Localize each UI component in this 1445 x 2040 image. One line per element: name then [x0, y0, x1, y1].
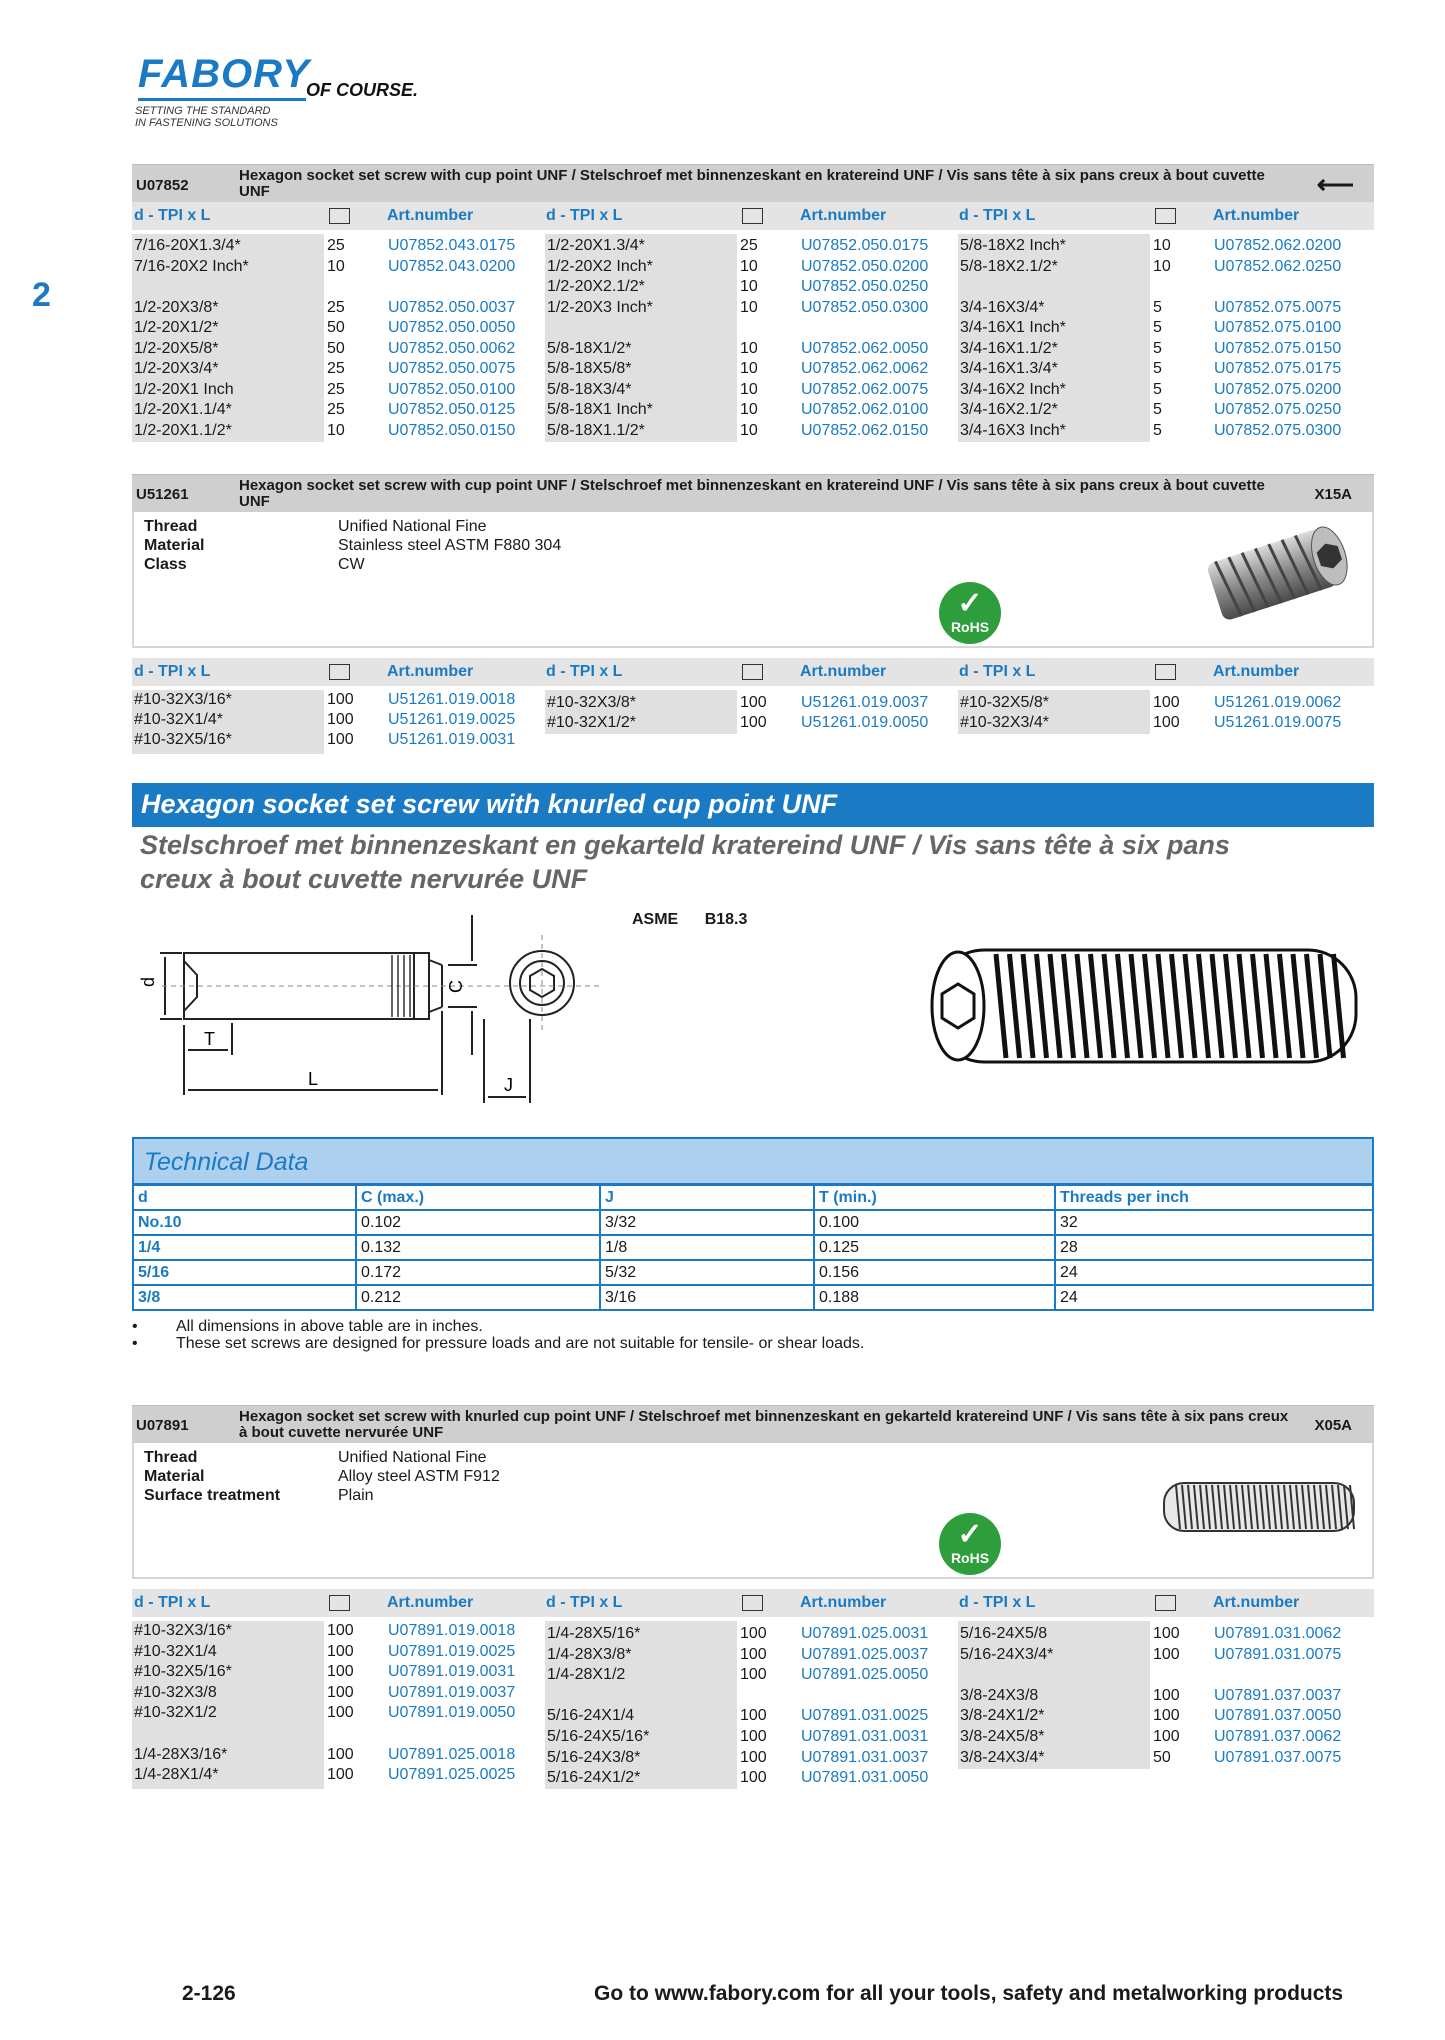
- size-cell: 3/4-16X3 Inch*: [960, 421, 1066, 439]
- product-header-u07852: [132, 164, 1374, 202]
- quantity-cell: 100: [327, 1642, 354, 1660]
- article-number-link[interactable]: U07891.037.0075: [1214, 1748, 1342, 1766]
- quantity-cell: 5: [1153, 360, 1162, 377]
- quantity-cell: 100: [740, 714, 767, 731]
- header-cell: d: [133, 1185, 356, 1210]
- size-cell: 1/4-28X3/8*: [547, 1645, 632, 1663]
- col-art-label: Art.number: [1213, 1594, 1300, 1611]
- article-number-link[interactable]: U07891.037.0050: [1214, 1707, 1342, 1725]
- size-cell: 3/8-24X1/2*: [960, 1707, 1045, 1725]
- set-screw-photo: [1156, 1473, 1361, 1543]
- quantity-cell: 100: [327, 1704, 354, 1722]
- standard-number: B18.3: [704, 911, 748, 928]
- quantity-cell: 100: [740, 1748, 767, 1766]
- size-cell: 3/4-16X1.1/2*: [960, 339, 1058, 357]
- package-quantity-icon: [742, 1595, 763, 1611]
- table-header-row: [133, 1185, 1373, 1210]
- article-number-link[interactable]: U07891.031.0075: [1214, 1645, 1342, 1663]
- size-cell: 5/16-24X5/16*: [547, 1728, 650, 1745]
- quantity-cell: 5: [1153, 421, 1162, 439]
- article-number-link[interactable]: U07852.075.0200: [1214, 380, 1342, 398]
- size-cell: 3/8-24X3/8: [960, 1686, 1039, 1704]
- quantity-cell: 25: [327, 401, 345, 418]
- quantity-cell: 25: [327, 360, 345, 377]
- prop-value: Unified National Fine: [338, 1449, 487, 1466]
- article-number-link[interactable]: U07852.050.0037: [388, 298, 516, 316]
- section-subtitle: [140, 828, 1360, 896]
- col-d-label: d - TPI x L: [546, 207, 623, 224]
- quantity-cell: 50: [327, 339, 345, 357]
- quantity-cell: 10: [740, 401, 758, 418]
- article-number-link[interactable]: U07852.050.0075: [388, 360, 516, 377]
- header-cell: T (min.): [814, 1185, 1055, 1210]
- technical-drawing: [132, 905, 612, 1120]
- prop-label: Class: [144, 556, 187, 573]
- article-number-link[interactable]: U07891.025.0037: [801, 1645, 929, 1663]
- page-number: 2-126: [182, 1982, 236, 2005]
- size-cell: 3/4-16X2.1/2*: [960, 401, 1058, 418]
- article-number-link[interactable]: U07852.050.0125: [388, 401, 516, 418]
- quantity-cell: 5: [1153, 401, 1162, 418]
- size-cell: #10-32X5/16*: [134, 1663, 232, 1681]
- set-screw-photo: [1192, 518, 1362, 628]
- prop-value: Stainless steel ASTM F880 304: [338, 537, 562, 554]
- product-info-u51261: [132, 512, 1374, 648]
- chapter-number: 2: [32, 276, 51, 314]
- size-cell: 3/4-16X1 Inch*: [960, 319, 1066, 336]
- article-number-link[interactable]: U07891.025.0050: [801, 1666, 929, 1684]
- article-number-link[interactable]: U07891.025.0031: [801, 1625, 929, 1642]
- package-quantity-icon: [329, 1595, 350, 1611]
- col-d-label: d - TPI x L: [546, 663, 623, 680]
- prop-label: Thread: [144, 1449, 198, 1466]
- prop-value: Unified National Fine: [338, 518, 487, 535]
- subtitle-line-1: Stelschroef met binnenzeskant en gekarteld kratereind UNF / Vis sans tête à six pans: [140, 830, 1230, 860]
- dim-d-label: d: [138, 976, 158, 987]
- size-cell: 7/16-20X2 Inch*: [134, 257, 249, 275]
- tagline-line-1: SETTING THE STANDARD: [135, 105, 271, 117]
- article-number-link[interactable]: U51261.019.0075: [1214, 714, 1342, 731]
- rohs-badge: ✓ RoHS: [939, 582, 1001, 644]
- prop-label: Material: [144, 1468, 205, 1485]
- article-number-link[interactable]: U07891.019.0050: [388, 1704, 516, 1722]
- size-cell: 1/2-20X3 Inch*: [547, 298, 653, 316]
- technical-data-table: [132, 1184, 1374, 1311]
- size-cell: 1/2-20X1.1/4*: [134, 401, 232, 418]
- article-number-link[interactable]: U07852.075.0175: [1214, 360, 1342, 377]
- size-cell: 5/16-24X5/8: [960, 1625, 1048, 1642]
- article-number-link[interactable]: U07891.019.0018: [388, 1622, 516, 1639]
- size-cell: #10-32X1/2: [134, 1704, 217, 1722]
- size-cell: 1/2-20X1.3/4*: [547, 237, 645, 254]
- article-number-link[interactable]: U07852.062.0150: [801, 421, 929, 439]
- note-text: These set screws are designed for pressure loads and are not suitable for tensile- or shear loads.: [176, 1335, 865, 1352]
- product-variant-code: X05A: [1314, 1417, 1352, 1434]
- footer-text: Go to www.fabory.com for all your tools, safety and metalworking products: [594, 1982, 1344, 2005]
- article-number-link[interactable]: U07891.037.0062: [1214, 1728, 1342, 1745]
- quantity-cell: 100: [327, 711, 354, 728]
- article-number-link[interactable]: U07852.043.0175: [388, 237, 516, 254]
- quantity-cell: 10: [1153, 257, 1171, 275]
- size-cell: 3/4-16X3/4*: [960, 298, 1045, 316]
- column-header-u07852: [132, 202, 1374, 230]
- dim-c-label: C: [446, 980, 466, 993]
- quantity-cell: 100: [1153, 694, 1180, 711]
- col-art-label: Art.number: [387, 207, 474, 224]
- size-cell: #10-32X3/8*: [547, 694, 636, 711]
- article-number-link[interactable]: U07852.062.0250: [1214, 257, 1342, 275]
- quantity-cell: 25: [327, 380, 345, 398]
- product-code: U07891: [136, 1417, 189, 1434]
- quantity-cell: 5: [1153, 319, 1162, 336]
- size-cell: #10-32X5/8*: [960, 694, 1049, 711]
- quantity-cell: 5: [1153, 380, 1162, 398]
- quantity-cell: 100: [327, 1745, 354, 1763]
- quantity-cell: 100: [740, 1625, 767, 1642]
- col-d-label: d - TPI x L: [959, 207, 1036, 224]
- size-cell: 3/8-24X5/8*: [960, 1728, 1045, 1745]
- quantity-cell: 100: [1153, 1707, 1180, 1725]
- subtitle-line-2: creux à bout cuvette nervurée UNF: [140, 864, 588, 894]
- quantity-cell: 10: [740, 278, 758, 295]
- article-number-link[interactable]: U51261.019.0031: [388, 731, 516, 748]
- table-row: 1/4 0.132 1/8 0.125 28: [133, 1235, 1373, 1260]
- quantity-cell: 100: [740, 1769, 767, 1787]
- col-art-label: Art.number: [387, 663, 474, 680]
- dim-j-label: J: [504, 1075, 513, 1095]
- quantity-cell: 100: [1153, 1645, 1180, 1663]
- quantity-cell: 5: [1153, 298, 1162, 316]
- product-code: U51261: [136, 486, 189, 503]
- article-number-link[interactable]: U07891.019.0031: [388, 1663, 516, 1681]
- table-row: 5/16 0.172 5/32 0.156 24: [133, 1260, 1373, 1285]
- standard-name: ASME: [632, 911, 679, 928]
- size-cell: 1/2-20X2.1/2*: [547, 278, 645, 295]
- brand-logo-suffix: OF COURSE.: [306, 80, 419, 100]
- back-arrow-icon[interactable]: ⟵: [1316, 169, 1354, 199]
- article-number-link[interactable]: U07852.075.0300: [1214, 421, 1342, 439]
- size-cell: 5/16-24X1/2*: [547, 1769, 641, 1787]
- col-d-label: d - TPI x L: [546, 1594, 623, 1611]
- article-number-link[interactable]: U51261.019.0037: [801, 694, 929, 711]
- size-cell: 1/4-28X1/2: [547, 1666, 626, 1684]
- product-description: Hexagon socket set screw with cup point UNF / Stelschroef met binnenzeskant en kratereind UNF / Vis sans tête à six pans creux à bout cuvette UNF: [239, 167, 1265, 200]
- size-cell: #10-32X3/16*: [134, 1622, 232, 1639]
- package-quantity-icon: [1155, 664, 1176, 680]
- article-number-link[interactable]: U51261.019.0018: [388, 691, 516, 708]
- size-cell: 1/2-20X1 Inch: [134, 380, 234, 398]
- size-cell: 1/4-28X3/16*: [134, 1745, 228, 1763]
- size-cell: #10-32X3/16*: [134, 691, 232, 708]
- col-art-label: Art.number: [387, 1594, 474, 1611]
- tagline-line-2: IN FASTENING SOLUTIONS: [135, 117, 278, 129]
- size-cell: 5/8-18X1/2*: [547, 339, 632, 357]
- size-cell: 1/2-20X3/4*: [134, 360, 219, 377]
- article-number-link[interactable]: U07891.025.0025: [388, 1766, 516, 1784]
- prop-label: Thread: [144, 518, 198, 535]
- quantity-cell: 100: [327, 1766, 354, 1784]
- quantity-cell: 10: [740, 298, 758, 316]
- size-cell: 5/8-18X1 Inch*: [547, 401, 653, 418]
- size-cell: #10-32X1/4: [134, 1642, 217, 1660]
- article-number-link[interactable]: U07891.019.0025: [388, 1642, 516, 1660]
- article-number-link[interactable]: U07852.043.0200: [388, 257, 516, 275]
- header-cell: Threads per inch: [1055, 1185, 1373, 1210]
- quantity-cell: 50: [327, 319, 345, 336]
- quantity-cell: 100: [1153, 1728, 1180, 1745]
- size-cell: 5/16-24X3/4*: [960, 1645, 1054, 1663]
- quantity-cell: 100: [327, 731, 354, 748]
- quantity-cell: 100: [1153, 1625, 1180, 1642]
- article-number-link[interactable]: U07852.062.0075: [801, 380, 929, 398]
- article-number-link[interactable]: U07852.050.0150: [388, 421, 516, 439]
- quantity-cell: 100: [327, 1622, 354, 1639]
- quantity-cell: 10: [740, 257, 758, 275]
- article-number-link[interactable]: U07852.050.0175: [801, 237, 929, 254]
- article-number-link[interactable]: U07852.075.0150: [1214, 339, 1342, 357]
- size-cell: 3/8-24X3/4*: [960, 1748, 1045, 1766]
- size-cell: 3/4-16X1.3/4*: [960, 360, 1058, 377]
- article-number-link[interactable]: U07852.075.0100: [1214, 319, 1342, 336]
- technical-data-title: Technical Data: [132, 1137, 1374, 1185]
- col-art-label: Art.number: [1213, 207, 1300, 224]
- article-number-link[interactable]: U07891.031.0031: [801, 1728, 929, 1745]
- size-cell: 5/8-18X5/8*: [547, 360, 632, 377]
- article-number-link[interactable]: U07852.062.0062: [801, 360, 929, 377]
- rohs-badge: ✓ RoHS: [939, 1513, 1001, 1575]
- column-header-u07891: [132, 1589, 1374, 1617]
- dim-l-label: L: [308, 1069, 319, 1089]
- article-number-link[interactable]: U07852.050.0300: [801, 298, 929, 316]
- prop-value: Alloy steel ASTM F912: [338, 1468, 500, 1485]
- article-number-link[interactable]: U07891.031.0037: [801, 1748, 929, 1766]
- size-cell: 1/2-20X3/8*: [134, 298, 219, 316]
- quantity-cell: 10: [327, 257, 345, 275]
- product-variant-code: X15A: [1314, 486, 1352, 503]
- article-number-link[interactable]: U07891.031.0062: [1214, 1625, 1342, 1642]
- size-cell: 5/8-18X3/4*: [547, 380, 632, 398]
- package-quantity-icon: [329, 664, 350, 680]
- quantity-cell: 25: [327, 298, 345, 316]
- col-art-label: Art.number: [1213, 663, 1300, 680]
- product-header-u07891: [132, 1405, 1374, 1443]
- article-number-link[interactable]: U07891.037.0037: [1214, 1686, 1342, 1704]
- article-number-link[interactable]: U07852.075.0075: [1214, 298, 1342, 316]
- size-cell: 5/8-18X2.1/2*: [960, 257, 1058, 275]
- quantity-cell: 25: [740, 237, 758, 254]
- quantity-cell: 100: [740, 1728, 767, 1745]
- quantity-cell: 100: [1153, 1686, 1180, 1704]
- article-number-link[interactable]: U51261.019.0025: [388, 711, 516, 728]
- quantity-cell: 10: [327, 421, 345, 439]
- quantity-cell: 100: [740, 1666, 767, 1684]
- quantity-cell: 100: [740, 694, 767, 711]
- col-art-label: Art.number: [800, 1594, 887, 1611]
- product-code: U07852: [136, 177, 189, 194]
- quantity-cell: 100: [740, 1707, 767, 1725]
- quantity-cell: 10: [740, 360, 758, 377]
- col-art-label: Art.number: [800, 207, 887, 224]
- article-number-link[interactable]: U07891.031.0025: [801, 1707, 929, 1725]
- prop-value: Plain: [338, 1487, 374, 1504]
- table-row: 3/8 0.212 3/16 0.188 24: [133, 1285, 1373, 1310]
- article-number-link[interactable]: U07852.050.0100: [388, 380, 516, 398]
- col-d-label: d - TPI x L: [134, 663, 211, 680]
- article-number-link[interactable]: U07852.075.0250: [1214, 401, 1342, 418]
- article-number-link[interactable]: U07852.062.0200: [1214, 237, 1342, 254]
- quantity-cell: 100: [740, 1645, 767, 1663]
- note-bullet: •: [132, 1335, 138, 1352]
- article-number-link[interactable]: U07852.050.0062: [388, 339, 516, 357]
- quantity-cell: 10: [740, 380, 758, 398]
- col-d-label: d - TPI x L: [959, 663, 1036, 680]
- standard-label: [632, 911, 747, 929]
- size-cell: 5/16-24X1/4: [547, 1707, 635, 1725]
- quantity-cell: 5: [1153, 339, 1162, 357]
- product-description: Hexagon socket set screw with cup point UNF / Stelschroef met binnenzeskant en kratereind UNF / Vis sans tête à six pans creux à bout cuvette UNF: [239, 477, 1265, 510]
- header-cell: J: [600, 1185, 814, 1210]
- size-cell: #10-32X3/4*: [960, 714, 1049, 731]
- article-number-link[interactable]: U07891.019.0037: [388, 1683, 516, 1701]
- size-cell: 5/16-24X3/8*: [547, 1748, 641, 1766]
- size-cell: #10-32X3/8: [134, 1683, 217, 1701]
- article-number-link[interactable]: U51261.019.0062: [1214, 694, 1342, 711]
- size-cell: 1/2-20X5/8*: [134, 339, 219, 357]
- package-quantity-icon: [1155, 208, 1176, 224]
- size-cell: 1/4-28X5/16*: [547, 1625, 641, 1642]
- knurled-screw-illustration: [916, 944, 1376, 1074]
- size-cell: 7/16-20X1.3/4*: [134, 237, 241, 254]
- check-icon: ✓: [957, 587, 983, 620]
- size-cell: 1/4-28X1/4*: [134, 1766, 219, 1784]
- table-row: No.10 0.102 3/32 0.100 32: [133, 1210, 1373, 1235]
- article-number-link[interactable]: U07891.025.0018: [388, 1745, 516, 1763]
- product-header-u51261: [132, 474, 1374, 512]
- quantity-cell: 50: [1153, 1748, 1171, 1766]
- quantity-cell: 100: [327, 1663, 354, 1681]
- size-cell: 1/2-20X1/2*: [134, 319, 219, 336]
- package-quantity-icon: [329, 208, 350, 224]
- section-title: Hexagon socket set screw with knurled cup point UNF: [132, 783, 1374, 827]
- article-number-link[interactable]: U07852.050.0250: [801, 278, 929, 295]
- package-quantity-icon: [1155, 1595, 1176, 1611]
- note-text: All dimensions in above table are in inches.: [176, 1318, 483, 1335]
- col-d-label: d - TPI x L: [134, 207, 211, 224]
- package-quantity-icon: [742, 664, 763, 680]
- prop-label: Surface treatment: [144, 1487, 281, 1504]
- dim-t-label: T: [204, 1029, 215, 1049]
- col-art-label: Art.number: [800, 663, 887, 680]
- size-cell: #10-32X5/16*: [134, 731, 232, 748]
- article-number-link[interactable]: U07852.050.0050: [388, 319, 516, 336]
- size-cell: 3/4-16X2 Inch*: [960, 380, 1066, 398]
- package-quantity-icon: [742, 208, 763, 224]
- size-cell: 1/2-20X1.1/2*: [134, 421, 232, 439]
- article-number-link[interactable]: U07852.062.0100: [801, 401, 929, 418]
- quantity-cell: 10: [1153, 237, 1171, 254]
- article-number-link[interactable]: U07852.050.0200: [801, 257, 929, 275]
- article-number-link[interactable]: U07891.031.0050: [801, 1769, 929, 1787]
- column-header-u51261: [132, 658, 1374, 686]
- prop-label: Material: [144, 537, 205, 554]
- quantity-cell: 100: [1153, 714, 1180, 731]
- quantity-cell: 10: [740, 421, 758, 439]
- quantity-cell: 100: [327, 1683, 354, 1701]
- col-d-label: d - TPI x L: [959, 1594, 1036, 1611]
- brand-logo: FABORY: [138, 52, 310, 96]
- note-bullet: •: [132, 1318, 138, 1335]
- logo-underline: [138, 98, 306, 101]
- size-cell: 5/8-18X1.1/2*: [547, 421, 645, 439]
- size-cell: 5/8-18X2 Inch*: [960, 237, 1066, 254]
- product-info-u07891: [132, 1443, 1374, 1579]
- size-cell: 1/2-20X2 Inch*: [547, 257, 653, 275]
- header-cell: C (max.): [356, 1185, 600, 1210]
- brand-tagline: [135, 105, 278, 129]
- size-cell: #10-32X1/2*: [547, 714, 636, 731]
- check-icon: ✓: [957, 1518, 983, 1551]
- article-number-link[interactable]: U51261.019.0050: [801, 714, 929, 731]
- size-cell: #10-32X1/4*: [134, 711, 223, 728]
- prop-value: CW: [338, 556, 365, 573]
- quantity-cell: 100: [327, 691, 354, 708]
- quantity-cell: 10: [740, 339, 758, 357]
- quantity-cell: 25: [327, 237, 345, 254]
- col-d-label: d - TPI x L: [134, 1594, 211, 1611]
- article-number-link[interactable]: U07852.062.0050: [801, 339, 929, 357]
- product-description: Hexagon socket set screw with knurled cup point UNF / Stelschroef met binnenzeskant en gekarteld kratereind UNF / Vis sans tête à six pans creux à bout cuvette nervurée UNF: [239, 1408, 1289, 1441]
